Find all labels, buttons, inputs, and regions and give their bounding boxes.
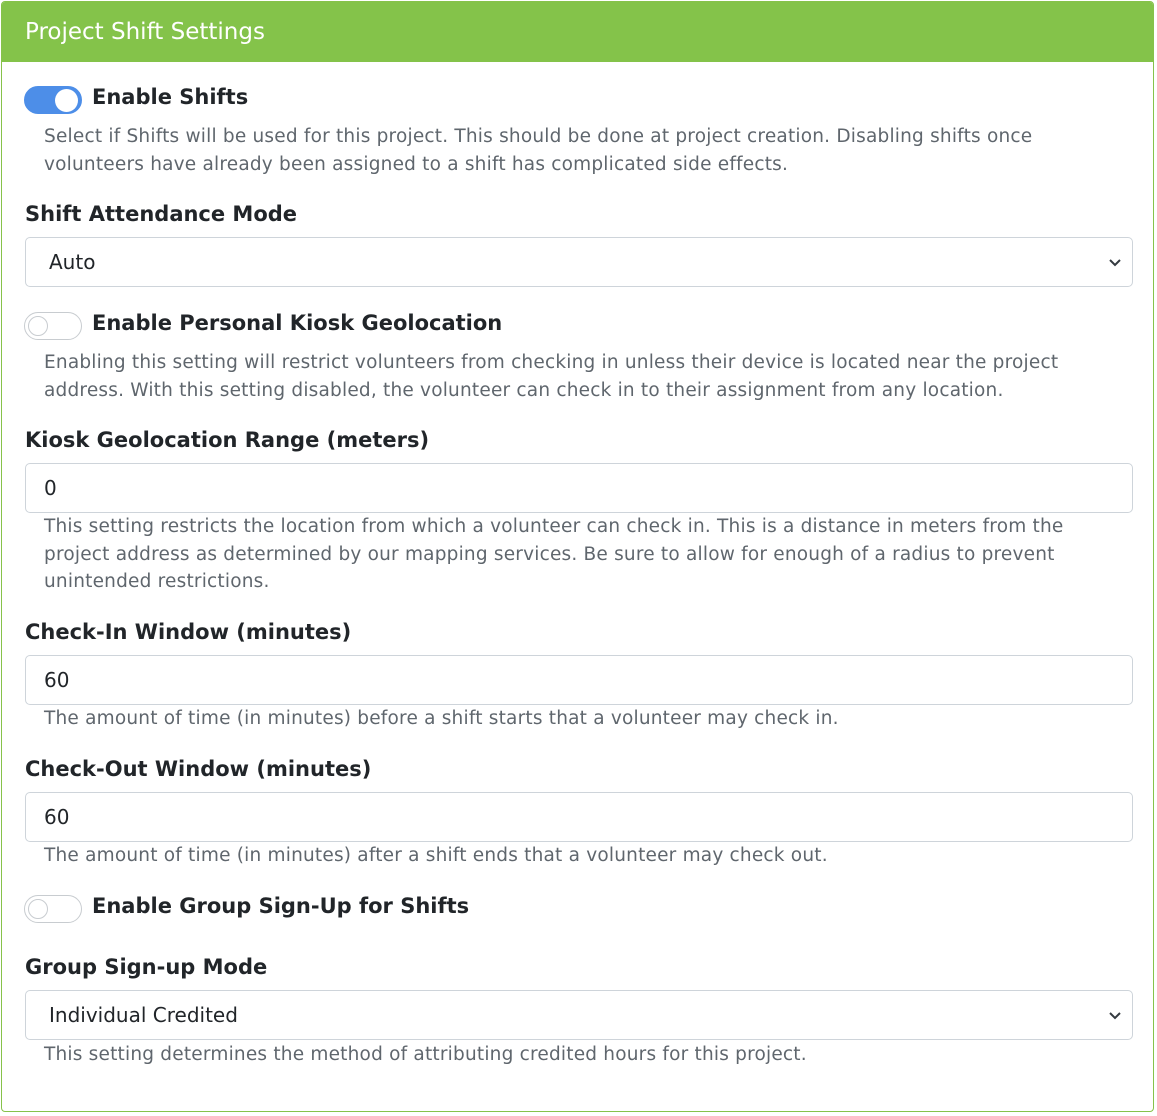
- toggle-knob: [28, 316, 48, 336]
- toggle-knob: [55, 89, 78, 112]
- panel-header: [2, 2, 1153, 62]
- kiosk-geolocation-label: Enable Personal Kiosk Geolocation: [92, 311, 503, 335]
- checkout-window-input[interactable]: [25, 792, 1133, 842]
- checkin-window-help: The amount of time (in minutes) before a shift starts that a volunteer may check in.: [44, 708, 839, 729]
- geolocation-range-input[interactable]: [25, 463, 1133, 513]
- geolocation-range-help: This setting restricts the location from which a volunteer can check in. This is a distance in meters from the project address as determined by our mapping services. Be sure to allow for enough of a radius to prevent unintended restrictions.: [44, 516, 1064, 592]
- group-signup-toggle[interactable]: [24, 895, 82, 923]
- kiosk-geolocation-help: Enabling this setting will restrict volunteers from checking in unless their device is located near the project address. With this setting disabled, the volunteer can check in to their assignment from any location.: [44, 352, 1059, 401]
- kiosk-geolocation-toggle[interactable]: [24, 312, 82, 340]
- chevron-down-icon: [1108, 1008, 1122, 1022]
- shift-settings-panel: [1, 1, 1154, 1112]
- geolocation-range-label: Kiosk Geolocation Range (meters): [25, 428, 430, 452]
- geolocation-range-value: 0: [44, 476, 57, 500]
- panel-title: Project Shift Settings: [25, 19, 265, 45]
- checkin-window-label: Check-In Window (minutes): [25, 620, 352, 644]
- chevron-down-icon: [1108, 255, 1122, 269]
- attendance-mode-select[interactable]: [25, 237, 1133, 287]
- attendance-mode-value: Auto: [49, 250, 96, 274]
- checkin-window-value: 60: [44, 668, 70, 692]
- enable-shifts-label: Enable Shifts: [92, 85, 249, 109]
- group-signup-mode-label: Group Sign-up Mode: [25, 955, 268, 979]
- group-signup-mode-value: Individual Credited: [49, 1003, 238, 1027]
- enable-shifts-help: Select if Shifts will be used for this project. This should be done at project creation. Disabling shifts once volunteers have already been assigned to a shift has complicated side effects.: [44, 126, 1033, 175]
- toggle-knob: [28, 899, 48, 919]
- group-signup-mode-select[interactable]: [25, 990, 1133, 1040]
- attendance-mode-label: Shift Attendance Mode: [25, 202, 298, 226]
- enable-shifts-toggle[interactable]: [24, 86, 82, 114]
- checkout-window-label: Check-Out Window (minutes): [25, 757, 372, 781]
- group-signup-mode-help: This setting determines the method of attributing credited hours for this project.: [44, 1044, 807, 1065]
- group-signup-label: Enable Group Sign-Up for Shifts: [92, 894, 470, 918]
- checkout-window-value: 60: [44, 805, 70, 829]
- checkout-window-help: The amount of time (in minutes) after a shift ends that a volunteer may check out.: [44, 845, 828, 866]
- checkin-window-input[interactable]: [25, 655, 1133, 705]
